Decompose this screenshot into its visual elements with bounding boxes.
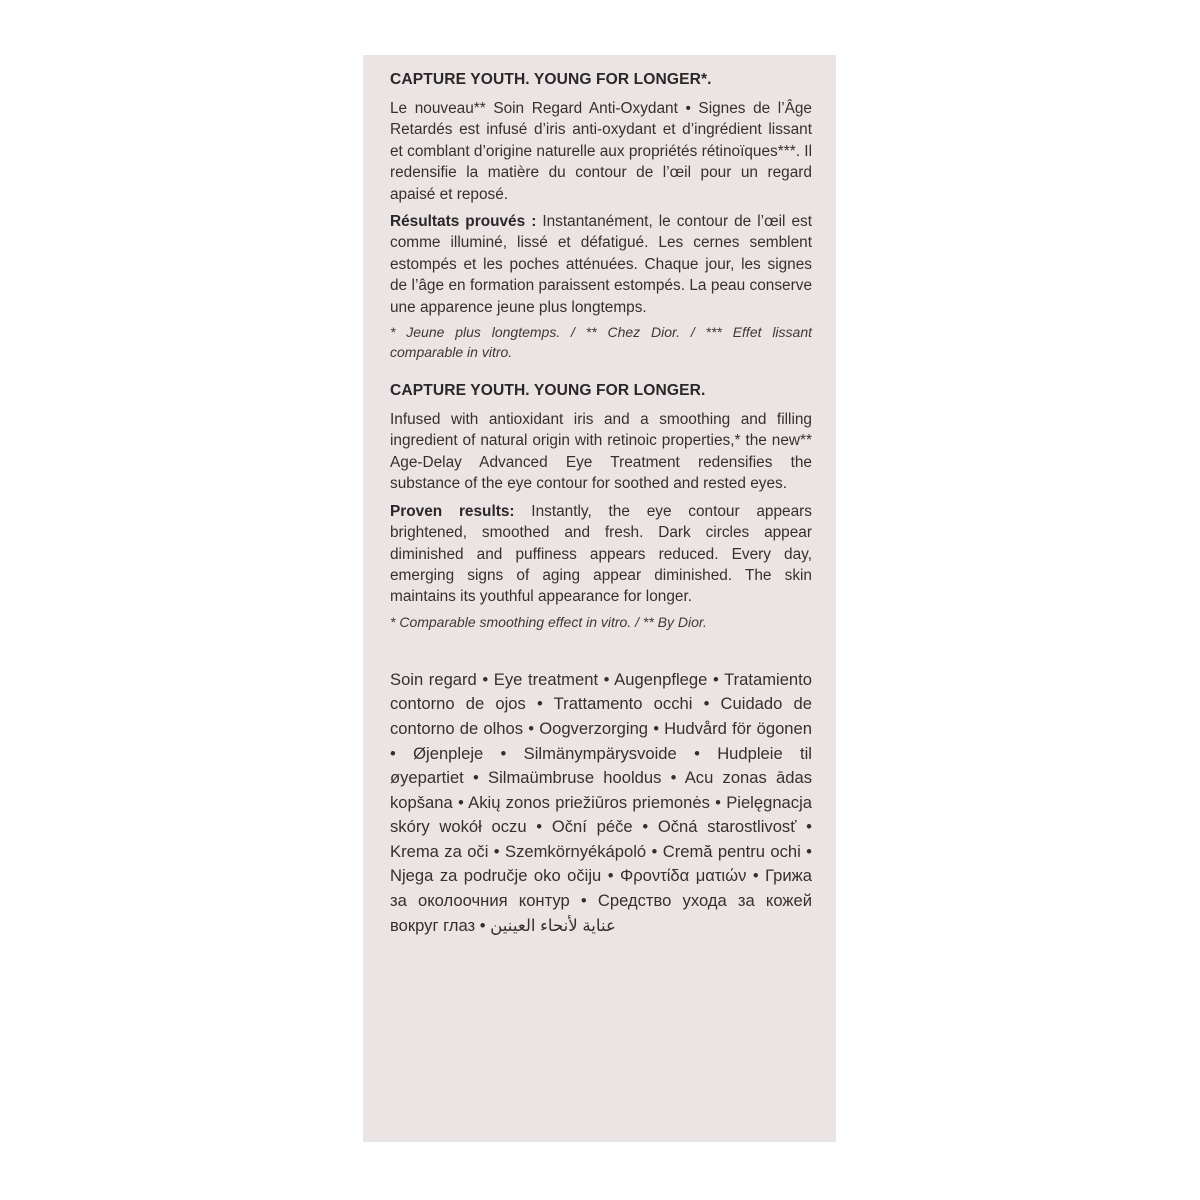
english-results — [390, 501, 812, 608]
french-section — [390, 69, 812, 362]
english-results-text: Instantly, the eye contour appears brightened, smoothed and fresh. Dark circles appear diminished and puffiness appears reduced. Every day, emerging signs of aging appear diminished. The skin maintains its youthful appearance for longer. — [390, 502, 812, 606]
french-results — [390, 211, 812, 318]
french-heading: CAPTURE YOUTH. YOUNG FOR LONGER*. — [390, 71, 712, 88]
french-footnote: * Jeune plus longtemps. / ** Chez Dior. / *** Effet lissant comparable in vitro. — [390, 324, 812, 361]
english-heading: CAPTURE YOUTH. YOUNG FOR LONGER. — [390, 382, 706, 400]
french-results-text: Instantanément, le contour de l’œil est comme illuminé, lissé et défatigué. Les cernes semblent estompés et les poches atténuées. Chaque jour, les signes de l’âge en formation paraissent estompés. La peau conserve une apparence jeune plus longtemps. — [390, 213, 812, 316]
french-intro: Le nouveau** Soin Regard Anti-Oxydant • Signes de l’Âge Retardés est infusé d’iris anti-oxydant et d’ingrédient lissant et comblant d’origine naturelle aux propriétés rétinoïques***. Il redensifie la matière du contour de l’œil pour un regard apaisé et reposé. — [390, 100, 812, 203]
french-results-label: Résultats prouvés : — [390, 213, 537, 231]
english-intro: Infused with antioxidant iris and a smoothing and filling ingredient of natural origin with retinoic properties,* the new** Age-Delay Advanced Eye Treatment redensifies the substance of the eye contour for soothed and rested eyes. — [390, 411, 812, 493]
product-text-panel — [363, 55, 836, 1142]
english-section — [390, 380, 812, 632]
multilingual-product-names: Soin regard • Eye treatment • Augenpflege • Tratamiento contorno de ojos • Trattamento occhi • Cuidado de contorno de olhos • Oogverzorging • Hudvård för ögonen • Øjenpleje • Silmänympärysvoide • Hudpleie til øyepartiet • Silmaümbruse hooldus • Acu zonas ādas kopšana • Akių zonos priežiūros priemonės • Pielęgnacja skóry wokół oczu • Oční péče • Očná starostlivosť • Krema za oči • Szemkörnyékápoló • Cremă pentru ochi • Njega za područje oko očiju • Φροντίδα ματιών • Грижа за околоочния контур • Средство ухода за кожей вокруг глаз • عناية لأنحاء العينين — [390, 669, 812, 935]
english-footnote: * Comparable smoothing effect in vitro. / ** By Dior. — [390, 613, 707, 630]
english-results-label: Proven results: — [390, 502, 515, 520]
